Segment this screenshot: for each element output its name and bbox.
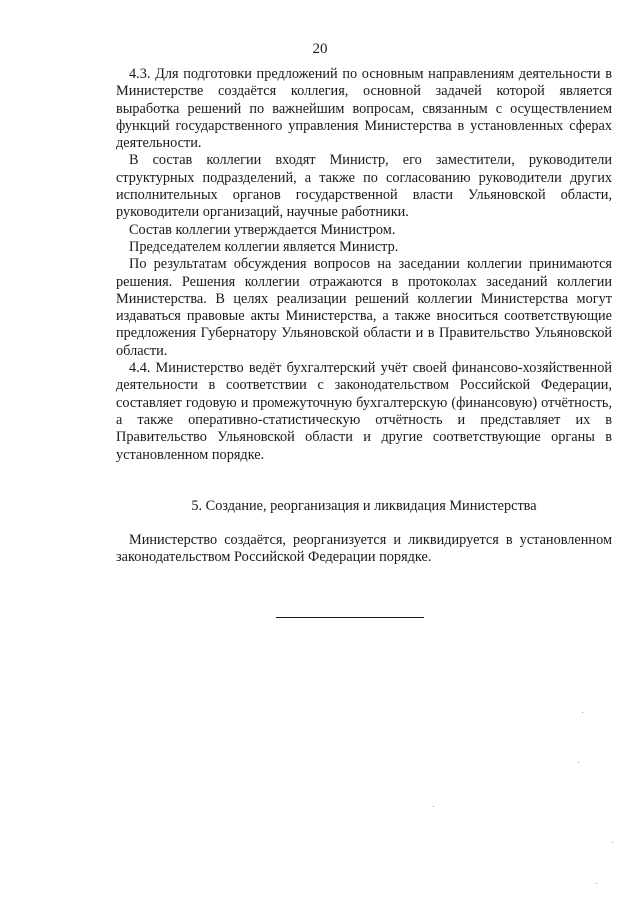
paragraph-5-body: Министерство создаётся, реорганизуется и ликвидируется в установленном законодательством Российской Федерации порядке. [116, 532, 612, 566]
section-5-title: 5. Создание, реорганизация и ликвидация Министерства [191, 498, 537, 514]
scan-speck [578, 762, 579, 763]
scan-speck [433, 806, 434, 807]
scan-speck [596, 883, 597, 884]
paragraph-4-3: 4.3. Для подготовки предложений по основным направлениям деятельности в Министерстве создаётся коллегия, основной задачей которой является выработка решений по важнейшим вопросам, связанным с осуществлением функций государственного управления Министерства в установленных сферах деятельности. [116, 66, 612, 152]
paragraph-collegium-approval: Состав коллегии утверждается Министром. [129, 221, 396, 238]
scan-speck [612, 842, 613, 843]
end-of-document-line [276, 617, 424, 618]
section-5-text [116, 532, 612, 567]
paragraph-4-4: 4.4. Министерство ведёт бухгалтерский учёт своей финансово-хозяйственной деятельности в соответствии с законодательством Российской Федерации, составляет годовую и промежуточную бухгалтерскую (финансовую) отчётность, а также оперативно-статистическую отчётность и представляет их в Правительство Ульяновской области и другие соответствующие органы в установленном порядке. [116, 360, 612, 463]
paragraph-collegium-decisions: По результатам обсуждения вопросов на заседании коллегии принимаются решения. Решения коллегии отражаются в протоколах заседаний коллегии Министерства. В целях реализации решений коллегии Министерства могут издаваться правовые акты Министерства, а также вноситься соответствующие предложения Губернатору Ульяновской области и в Правительство Ульяновской области. [116, 256, 612, 359]
page-number: 20 [312, 41, 328, 57]
scan-speck [582, 712, 583, 713]
paragraph-collegium-chairman: Председателем коллегии является Министр. [129, 238, 399, 255]
paragraph-collegium-members: В состав коллегии входят Министр, его заместители, руководители структурных подразделений, а также по согласованию руководители других исполнительных органов государственной власти Ульяновской области, руководители организаций, научные работники. [116, 152, 612, 221]
section-4-text [116, 66, 612, 464]
